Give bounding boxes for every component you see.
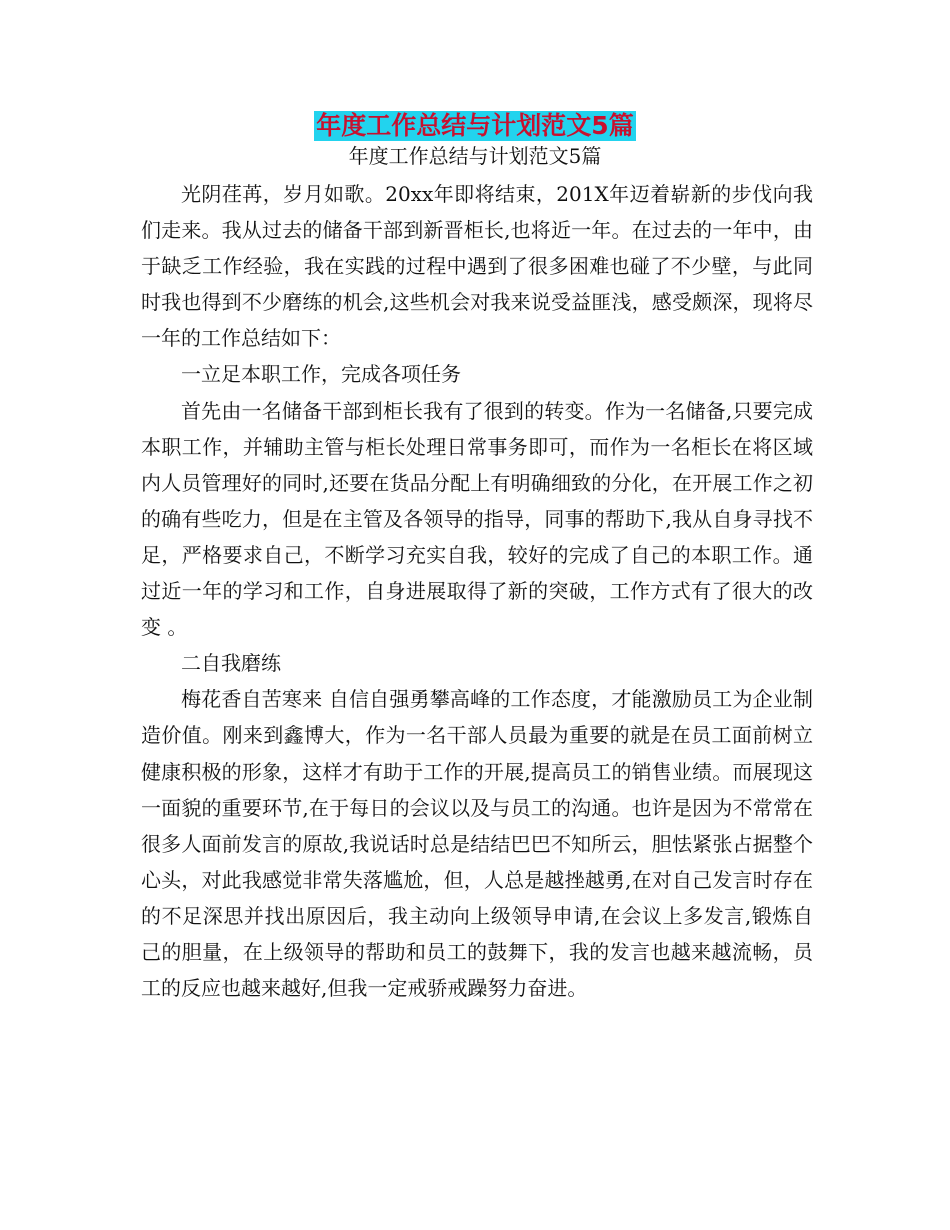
paragraph-section-2: 梅花香自苦寒来 自信自强勇攀高峰的工作态度，才能激励员工为企业制造价值。刚来到鑫博大，作为一名干部人员最为重要的就是在员工面前树立健康积极的形象，这样才有助于工作的开展,提高员工的销售业绩。而展现这一面貌的重要环节,在于每日的会议以及与员工的沟通。也许是因为不常常在很多人面前发言的原故,我说话时总是结结巴巴不知所云，胆怯紧张占据整个心头，对此我感觉非常失落尴尬，但，人总是越挫越勇,在对自己发言时存在的不足深思并找出原因后，我主动向上级领导申请,在会议上多发言,锻炼自己的胆量，在上级领导的帮助和员工的鼓舞下，我的发言也越来越流畅，员工的反应也越来越好,但我一定戒骄戒躁努力奋进。 <box>141 687 813 1001</box>
paragraph-section-1: 首先由一名储备干部到柜长我有了很到的转变。作为一名储备,只要完成本职工作，并辅助主管与柜长处理日常事务即可，而作为一名柜长在将区域内人员管理好的同时,还要在货品分配上有明确细致的分化，在开展工作之初的确有些吃力，但是在主管及各领导的指导，同事的帮助下,我从自身寻找不足，严格要求自己，不断学习充实自我，较好的完成了自己的本职工作。通过近一年的学习和工作，自身进展取得了新的突破，工作方式有了很大的改变 。 <box>141 398 813 640</box>
section-heading-1: 一立足本职工作，完成各项任务 <box>181 362 461 387</box>
document-title: 年度工作总结与计划范文5篇 <box>316 111 634 140</box>
document-body <box>141 176 813 1006</box>
section-heading-2: 二自我磨练 <box>181 651 281 676</box>
paragraph-intro: 光阴荏苒，岁月如歌。20xx年即将结束，201X年迈着崭新的步伐向我们走来。我从过去的储备干部到新晋柜长,也将近一年。在过去的一年中，由于缺乏工作经验，我在实践的过程中遇到了很多困难也碰了不少壁，与此同时我也得到不少磨练的机会,这些机会对我来说受益匪浅，感受颇深，现将尽一年的工作总结如下： <box>141 182 813 351</box>
document-subtitle: 年度工作总结与计划范文5篇 <box>348 144 602 168</box>
title-container <box>0 111 950 141</box>
